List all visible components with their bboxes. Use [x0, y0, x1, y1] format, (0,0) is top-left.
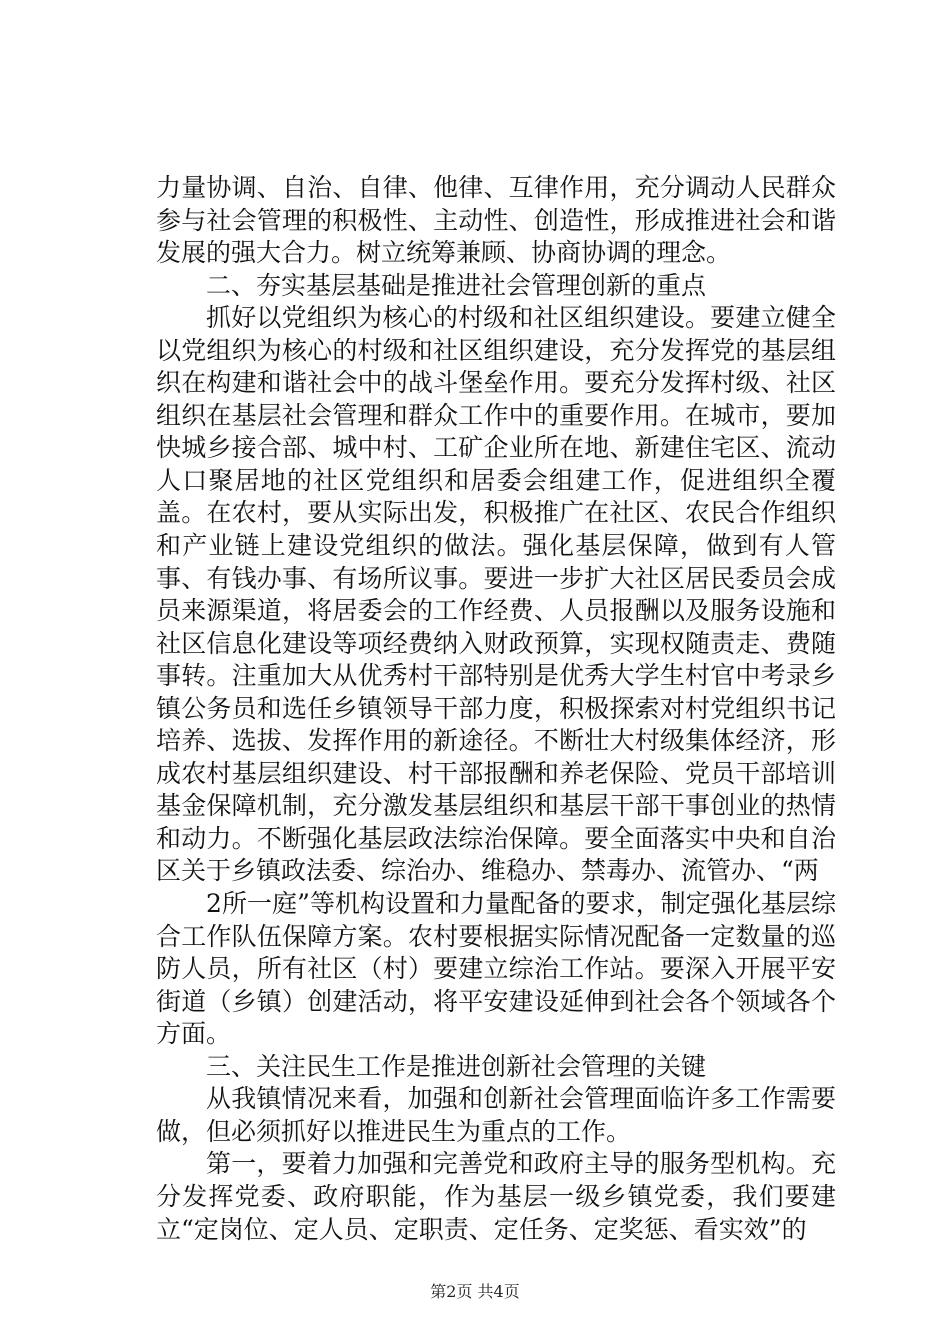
paragraph-6: 从我镇情况来看，加强和创新社会管理面临许多工作需要做，但必须抓好以推进民生为重点的工作。: [156, 1084, 836, 1146]
paragraph-7: 第一，要着力加强和完善党和政府主导的服务型机构。充分发挥党委、政府职能，作为基层一级乡镇党委，我们要建立“定岗位、定人员、定职责、定任务、定奖惩、看实效”的: [156, 1149, 836, 1244]
document-body: [156, 172, 836, 1246]
paragraph-1: 力量协调、自治、自律、他律、互律作用，充分调动人民群众参与社会管理的积极性、主动性、创造性，形成推进社会和谐发展的强大合力。树立统筹兼顾、协商协调的理念。: [156, 173, 836, 268]
section-heading-3: 三、关注民生工作是推进创新社会管理的关键: [206, 1051, 707, 1081]
page-footer: 第2页 共4页: [430, 1282, 520, 1301]
paragraph-3: 抓好以党组织为核心的村级和社区组织建设。要建立健全以党组织为核心的村级和社区组织建设，充分发挥党的基层组织在构建和谐社会中的战斗堡垒作用。要充分发挥村级、社区组织在基层社会管理和群众工作中的重要作用。在城市，要加快城乡接合部、城中村、工矿企业所在地、新建住宅区、流动人口聚居地的社区党组织和居委会组建工作，促进组织全覆盖。在农村，要从实际出发，积极推广在社区、农民合作组织和产业链上建设党组织的做法。强化基层保障，做到有人管事、有钱办事、有场所议事。要进一步扩大社区居民委员会成员来源渠道，将居委会的工作经费、人员报酬以及服务设施和社区信息化建设等项经费纳入财政预算，实现权随责走、费随事转。注重加大从优秀村干部特别是优秀大学生村官中考录乡镇公务员和选任乡镇领导干部力度，积极探索对村党组织书记培养、选拔、发挥作用的新途径。不断壮大村级集体经济，形成农村基层组织建设、村干部报酬和养老保险、党员干部培训基金保障机制，充分激发基层组织和基层干部干事创业的热情和动力。不断强化基层政法综治保障。要全面落实中央和自治区关于乡镇政法委、综治办、维稳办、禁毒办、流管办、“两: [156, 303, 836, 886]
section-heading-2: 二、夯实基层基础是推进社会管理创新的重点: [206, 270, 707, 300]
paragraph-4: 2所一庭”等机构设置和力量配备的要求，制定强化基层综合工作队伍保障方案。农村要根据实际情况配备一定数量的巡防人员，所有社区（村）要建立综治工作站。要深入开展平安街道（乡镇）创建活动，将平安建设延伸到社会各个领域各个方面。: [156, 889, 836, 1049]
